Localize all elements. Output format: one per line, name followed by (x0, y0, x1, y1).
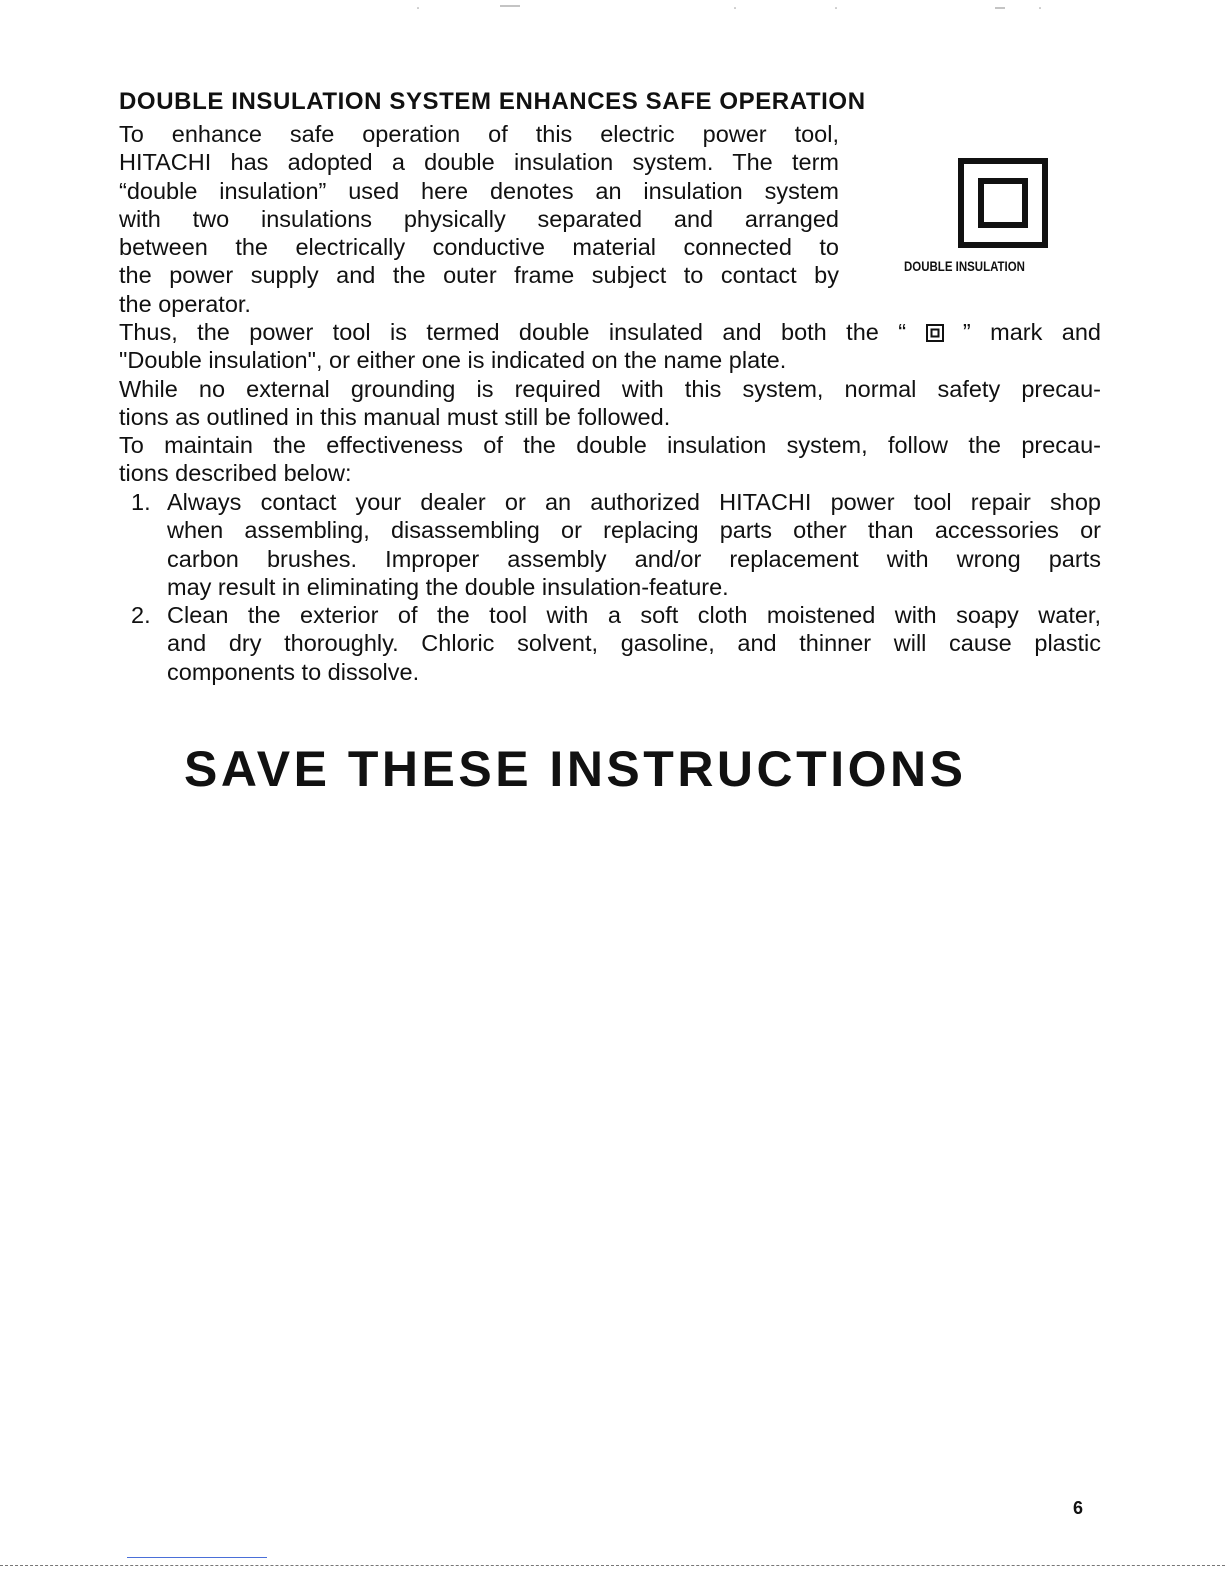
list-line: Clean the exterior of the tool with a soft cloth moistened with soapy water, (167, 602, 1101, 629)
page-number: 6 (1073, 1498, 1084, 1518)
list-line: when assembling, disassembling or replacing parts other than accessories or (167, 517, 1101, 544)
double-insulation-icon (958, 158, 1048, 248)
list-line: and dry thoroughly. Chloric solvent, gasoline, and thinner will cause plastic (167, 630, 1101, 657)
scan-marks-top (0, 0, 1225, 10)
body-line-text: ” mark and (962, 319, 1102, 345)
body-line (119, 318, 1101, 346)
body-line: While no external grounding is required with this system, normal safety precau- (119, 375, 1101, 402)
list-item (119, 488, 1101, 601)
intro-line: To enhance safe operation of this electric power tool, (119, 121, 839, 147)
intro-line: the operator. (119, 290, 251, 317)
intro-line: “double insulation” used here denotes an insulation system (119, 177, 839, 204)
intro-paragraph (119, 120, 839, 318)
list-number: 2. (131, 602, 151, 629)
intro-line: with two insulations physically separated and arranged (119, 205, 839, 232)
double-insulation-mark-icon (926, 320, 944, 338)
intro-line: the power supply and the outer frame subject to contact by (119, 262, 839, 289)
intro-line: between the electrically conductive material connected to (119, 234, 839, 261)
intro-line: HITACHI has adopted a double insulation system. The term (119, 149, 839, 176)
body-line: tions as outlined in this manual must still be followed. (119, 403, 671, 430)
list-item (119, 601, 1101, 686)
list-line: may result in eliminating the double insulation-feature. (167, 573, 729, 600)
precautions-list (119, 488, 1101, 686)
list-line: carbon brushes. Improper assembly and/or replacement with wrong parts (167, 545, 1101, 572)
save-instructions-heading: SAVE THESE INSTRUCTIONS (184, 741, 967, 797)
body-line-text: Thus, the power tool is termed double insulated and both the “ (119, 319, 907, 345)
body-line: To maintain the effectiveness of the double insulation system, follow the precau- (119, 432, 1101, 459)
scan-mark-bottom-link (127, 1557, 267, 1558)
body-line: tions described below: (119, 460, 352, 487)
list-line: components to dissolve. (167, 658, 420, 685)
body-paragraph (119, 318, 1101, 488)
body-line: "Double insulation", or either one is indicated on the name plate. (119, 347, 787, 374)
list-number: 1. (131, 489, 151, 515)
section-heading: DOUBLE INSULATION SYSTEM ENHANCES SAFE OPERATION (119, 88, 866, 115)
list-line: Always contact your dealer or an authorized HITACHI power tool repair shop (167, 489, 1101, 515)
symbol-caption: DOUBLE INSULATION (904, 258, 1025, 274)
scan-mark-bottom-rule (0, 1565, 1225, 1568)
